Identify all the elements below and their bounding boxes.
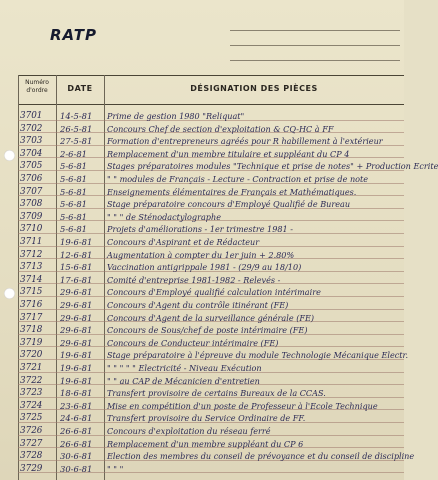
entry-date: 24-6-81 — [60, 413, 93, 424]
header-line — [230, 60, 400, 61]
entry-number: 3726 — [20, 426, 43, 436]
entry-designation: " " " de Sténodactylographe — [107, 211, 221, 222]
entry-date: 19-6-81 — [60, 363, 93, 373]
entry-designation: " " modules de Français - Lecture - Contraction et prise de note — [107, 174, 369, 184]
entry-number: 3720 — [20, 350, 43, 361]
entry-designation: Transfert provisoire de certains Bureaux de la CCAS. — [107, 388, 326, 399]
entry-designation: Stage préparatoire à l'épreuve du module Technologie Mécanique Electr. — [107, 350, 409, 361]
entry-designation: " " " — [107, 463, 124, 474]
entry-number: 3729 — [20, 463, 43, 474]
entry-number: 3723 — [20, 388, 43, 399]
table-top-rule — [18, 75, 404, 76]
entry-date: 18-6-81 — [60, 388, 93, 399]
entry-number: 3702 — [20, 123, 43, 134]
entry-number: 3722 — [20, 375, 43, 386]
entry-designation: Augmentation à compter du 1er juin + 2.80% — [107, 249, 295, 260]
entry-date: 26-6-81 — [60, 426, 93, 436]
entry-number: 3714 — [20, 274, 43, 285]
entry-designation: Election des membres du conseil de prévoyance et du conseil de discipline — [107, 451, 415, 462]
entry-date: 17-6-81 — [60, 274, 93, 285]
entry-designation: Mise en compétition d'un poste de Professeur à l'Ecole Technique — [107, 400, 378, 411]
entry-date: 15-6-81 — [60, 262, 93, 273]
entry-designation: Concours d'Agent de la surveillance générale (FE) — [107, 312, 315, 323]
entry-number: 3718 — [20, 325, 43, 336]
entry-date: 23-6-81 — [60, 400, 93, 411]
entry-number: 3709 — [20, 211, 43, 222]
entry-date: 29-6-81 — [60, 300, 93, 310]
entry-number: 3725 — [20, 413, 43, 424]
entry-designation: Comité d'entreprise 1981-1982 - Relevés - — [107, 274, 281, 285]
header-line — [230, 45, 400, 46]
entry-designation: Stages préparatoires modules "Technique et prise de notes" + Production Ecrite — [107, 161, 438, 172]
entry-designation: Concours d'exploitation du réseau ferré — [107, 426, 271, 436]
entry-designation: Remplacement d'un membre suppléant du CP 6 — [107, 438, 304, 449]
entry-number: 3712 — [20, 249, 43, 260]
entry-number: 3708 — [20, 199, 43, 210]
entry-designation: Remplacement d'un membre titulaire et suppléant du CP 4 — [107, 148, 350, 159]
entry-designation: Concours de Sous/chef de poste intérimaire (FE) — [107, 325, 308, 336]
entry-designation: Enseignements élémentaires de Français et Mathématiques. — [107, 186, 357, 197]
entry-date: 5-6-81 — [60, 174, 87, 184]
entry-date: 5-6-81 — [60, 224, 87, 235]
entry-date: 29-6-81 — [60, 325, 93, 336]
ratp-logo: RATP — [50, 26, 97, 44]
entry-number: 3728 — [20, 451, 43, 462]
entry-date: 14-5-81 — [60, 111, 93, 121]
entry-date: 30-6-81 — [60, 451, 93, 462]
table-row — [0, 461, 404, 477]
entry-designation: Transfert provisoire du Service Ordinaire de FF. — [107, 413, 306, 424]
entry-designation: Concours d'Employé qualifié calculation intérimaire — [107, 287, 321, 298]
entry-number: 3716 — [20, 300, 43, 310]
entry-number: 3704 — [20, 148, 43, 159]
entry-number: 3707 — [20, 186, 43, 197]
header-line — [230, 30, 400, 31]
column-header-designation: DÉSIGNATION DES PIÈCES — [190, 84, 318, 93]
entry-date: 19-6-81 — [60, 375, 93, 386]
entry-date: 19-6-81 — [60, 350, 93, 361]
entry-number: 3724 — [20, 400, 43, 411]
entry-date: 26-5-81 — [60, 123, 93, 134]
entry-designation: Stage préparatoire concours d'Employé Qualifié de Bureau — [107, 199, 351, 210]
header-bottom-rule — [18, 104, 404, 105]
entry-number: 3701 — [20, 111, 43, 121]
entry-date: 5-6-81 — [60, 199, 87, 210]
entry-number: 3721 — [20, 363, 43, 373]
entry-date: 29-6-81 — [60, 287, 93, 298]
entry-date: 5-6-81 — [60, 186, 87, 197]
entry-number: 3706 — [20, 174, 43, 184]
entry-designation: " " " " " Electricité - Niveau Exécution — [107, 363, 262, 373]
entry-designation: Concours d'Agent du contrôle itinérant (FE) — [107, 300, 289, 310]
column-header-date: DATE — [67, 84, 93, 93]
entry-date: 29-6-81 — [60, 337, 93, 348]
entry-designation: Concours de Conducteur intérimaire (FE) — [107, 337, 279, 348]
entry-number: 3705 — [20, 161, 43, 172]
entry-date: 19-6-81 — [60, 237, 93, 247]
entry-date: 2-6-81 — [60, 148, 87, 159]
entry-number: 3713 — [20, 262, 43, 273]
entry-designation: " " au CAP de Mécanicien d'entretien — [107, 375, 260, 386]
entry-date: 5-6-81 — [60, 161, 87, 172]
column-header-number: Numéro d'ordre — [25, 79, 49, 94]
entry-designation: Projets d'améliorations - 1er trimestre 1981 - — [107, 224, 293, 235]
entry-date: 29-6-81 — [60, 312, 93, 323]
entry-number: 3717 — [20, 312, 43, 323]
entry-number: 3727 — [20, 438, 43, 449]
entry-number: 3703 — [20, 136, 43, 147]
entry-number: 3711 — [20, 237, 43, 247]
entry-date: 27-5-81 — [60, 136, 93, 147]
entry-number: 3719 — [20, 337, 43, 348]
entry-date: 5-6-81 — [60, 211, 87, 222]
entry-date: 30-6-81 — [60, 463, 93, 474]
entry-designation: Concours Chef de section d'exploitation & CQ-HC à FF — [107, 123, 334, 134]
entry-date: 26-6-81 — [60, 438, 93, 449]
entry-designation: Concours d'Aspirant et de Rédacteur — [107, 237, 260, 247]
entry-designation: Formation d'entrepreneurs agréés pour R habillement à l'extérieur — [107, 136, 383, 147]
entry-number: 3715 — [20, 287, 43, 298]
entry-designation: Prime de gestion 1980 "Reliquat" — [107, 111, 245, 121]
entry-designation: Vaccination antigrippale 1981 - (29/9 au 18/10) — [107, 262, 302, 273]
entry-date: 12-6-81 — [60, 249, 93, 260]
entry-number: 3710 — [20, 224, 43, 235]
